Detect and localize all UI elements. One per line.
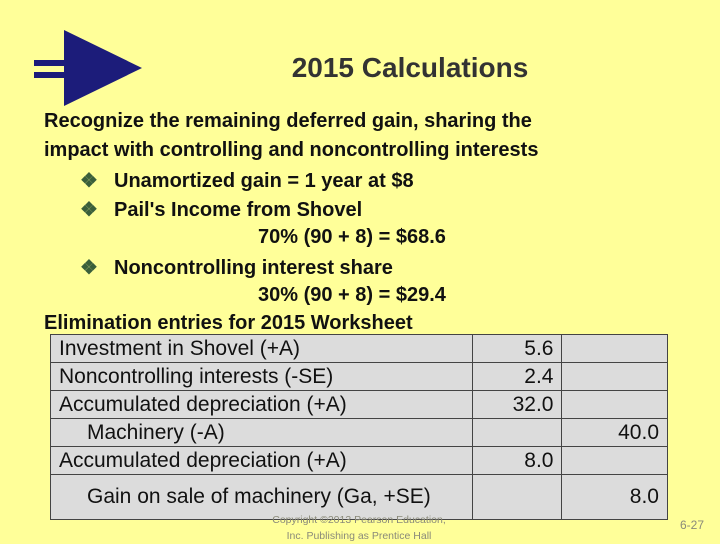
credit-cell: 8.0 — [562, 475, 668, 520]
debit-cell — [472, 419, 562, 447]
bullet-item-nci-share — [80, 255, 393, 280]
right-arrow-icon — [34, 30, 144, 106]
table-row — [51, 447, 668, 475]
table-row — [51, 335, 668, 363]
credit-cell: 40.0 — [562, 419, 668, 447]
entries-heading: Elimination entries for 2015 Worksheet — [44, 312, 413, 334]
debit-cell: 2.4 — [472, 363, 562, 391]
table-row — [51, 419, 668, 447]
bullet-item-parent-income — [80, 197, 362, 222]
parent-income-calculation: 70% (90 + 8) = $68.6 — [258, 226, 446, 248]
account-cell: Gain on sale of machinery (Ga, +SE) — [51, 475, 473, 520]
copyright-line-1: Copyright ©2013 Pearson Education, — [272, 514, 446, 526]
account-cell: Noncontrolling interests (-SE) — [51, 363, 473, 391]
diamond-bullet-icon: ❖ — [80, 257, 98, 279]
debit-cell: 32.0 — [472, 391, 562, 419]
account-cell: Accumulated depreciation (+A) — [51, 447, 473, 475]
bullet-item-unamortized-gain — [80, 168, 414, 193]
account-cell: Accumulated depreciation (+A) — [51, 391, 473, 419]
elimination-entries-table — [50, 334, 668, 520]
copyright-line-2: Inc. Publishing as Prentice Hall — [286, 530, 432, 542]
credit-cell — [562, 363, 668, 391]
credit-cell — [562, 335, 668, 363]
credit-cell — [562, 391, 668, 419]
diamond-bullet-icon: ❖ — [80, 170, 98, 192]
intro-text-line-2: impact with controlling and noncontrolling interests — [44, 139, 539, 161]
page-number: 6-27 — [679, 518, 704, 532]
debit-cell: 8.0 — [472, 447, 562, 475]
diamond-bullet-icon: ❖ — [80, 199, 98, 221]
credit-cell — [562, 447, 668, 475]
account-cell: Machinery (-A) — [51, 419, 473, 447]
bullet-text: Pail's Income from Shovel — [114, 199, 363, 221]
bullet-text: Noncontrolling interest share — [114, 257, 393, 279]
table-row — [51, 391, 668, 419]
intro-text-line-1: Recognize the remaining deferred gain, sharing the — [44, 110, 532, 132]
nci-share-calculation: 30% (90 + 8) = $29.4 — [258, 284, 446, 306]
copyright-notice — [254, 512, 464, 544]
account-cell: Investment in Shovel (+A) — [51, 335, 473, 363]
slide-title: 2015 Calculations — [291, 52, 529, 83]
table-row — [51, 363, 668, 391]
debit-cell — [472, 475, 562, 520]
debit-cell: 5.6 — [472, 335, 562, 363]
bullet-text: Unamortized gain = 1 year at $8 — [114, 170, 414, 192]
